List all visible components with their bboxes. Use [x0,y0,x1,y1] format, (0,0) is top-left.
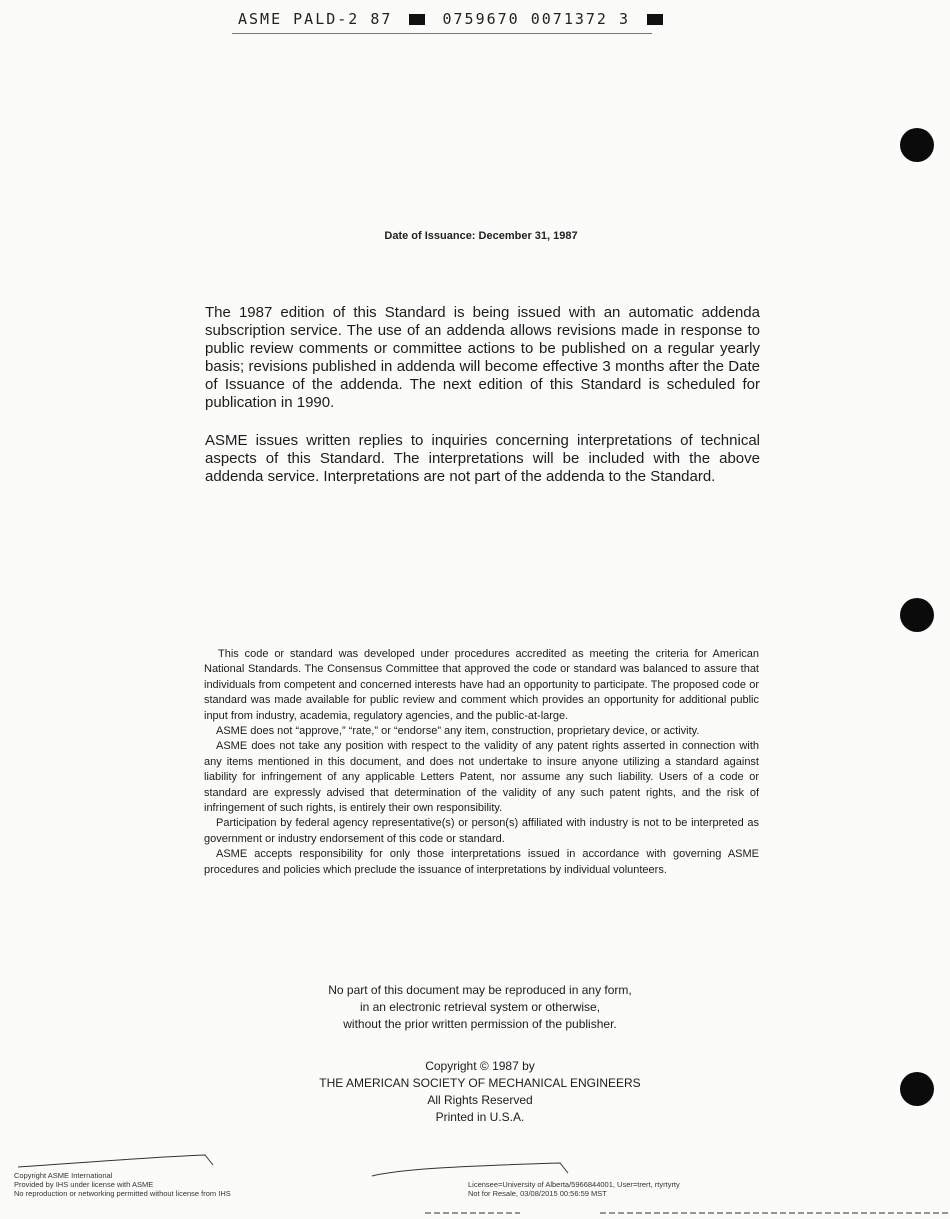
footer-line: Licensee=University of Alberta/5966844001, User=trert, rtyrtyrty [468,1180,680,1189]
notice-line: in an electronic retrieval system or otherwise, [359,1000,601,1014]
date-of-issuance: Date of Issuance: December 31, 1987 [384,230,578,242]
interpretations-paragraph: ASME issues written replies to inquiries concerning interpretations of technical aspects of this Standard. The interpretations will be included with the above addenda service. Interpretations are not part of the addenda to the Standard. [205,432,760,485]
footer-line: No reproduction or networking permitted without license from IHS [14,1189,231,1198]
copyright-block [270,1058,690,1126]
disclaimer-paragraph: ASME does not take any position with respect to the validity of any patent rights asserted in connection with any items mentioned in this document, and does not undertake to insure anyone utilizing a standard against liability for infringement of any applicable Letters Patent, nor assume any such liability. Users of a code or standard are expressly advised that determination of the validity of any such patent rights, and the risk of infringement of such rights, is entirely their own responsibility. [204,740,759,815]
black-bar-mark-end [647,14,663,25]
copyright-footer-left [14,1171,231,1198]
copyright-line: Printed in U.S.A. [435,1110,525,1124]
punch-hole-top [900,128,934,162]
licensee-footer-right [468,1180,680,1198]
copyright-line: All Rights Reserved [427,1093,533,1107]
header-code-left: ASME PALD-2 87 [238,10,393,28]
disclaimer-paragraph: Participation by federal agency representative(s) or person(s) affiliated with industry is not to be interpreted as government or industry endorsement of this code or standard. [204,817,759,845]
scribble-left [18,1155,213,1167]
disclaimer-paragraph: ASME does not “approve,” “rate,” or “endorse” any item, construction, proprietary device, or activity. [216,725,700,738]
punch-hole-bottom [900,1072,934,1106]
disclaimer-block [204,647,759,878]
footer-line: Copyright ASME International [14,1171,113,1180]
punch-hole-middle [900,598,934,632]
reproduction-notice [270,982,690,1033]
addenda-paragraph: The 1987 edition of this Standard is being issued with an automatic addenda subscription service. The use of an addenda allows revisions made in response to public review comments or committee actions to be published on a regular yearly basis; revisions published in addenda will become effective 3 months after the Date of Issuance of the addenda. The next edition of this Standard is scheduled for publication in 1990. [205,304,760,411]
footer-line: Provided by IHS under license with ASME [14,1180,154,1189]
black-bar-mark [409,14,425,25]
notice-line: without the prior written permission of the publisher. [343,1017,617,1031]
copyright-line: Copyright © 1987 by [425,1059,535,1073]
notice-line: No part of this document may be reproduced in any form, [328,983,632,997]
disclaimer-paragraph: This code or standard was developed under procedures accredited as meeting the criteria for American National Standards. The Consensus Committee that approved the code or standard was balanced to assure that individuals from competent and concerned interests have had an opportunity to participate. The proposed code or standard was made available for public review and comment which provides an opportunity for additional public input from industry, academia, regulatory agencies, and the public-at-large. [204,648,759,722]
disclaimer-paragraph: ASME accepts responsibility for only those interpretations issued in accordance with governing ASME procedures and policies which preclude the issuance of interpretations by individual volunteers. [204,848,759,876]
copyright-line: THE AMERICAN SOCIETY OF MECHANICAL ENGINEERS [319,1076,641,1090]
footer-line: Not for Resale, 03/08/2015 00:56:59 MST [468,1189,607,1198]
header-rule [232,33,652,34]
header-code-mid: 0759670 0071372 3 [442,10,631,28]
scribble-right [372,1163,568,1176]
document-code-header [238,10,669,28]
